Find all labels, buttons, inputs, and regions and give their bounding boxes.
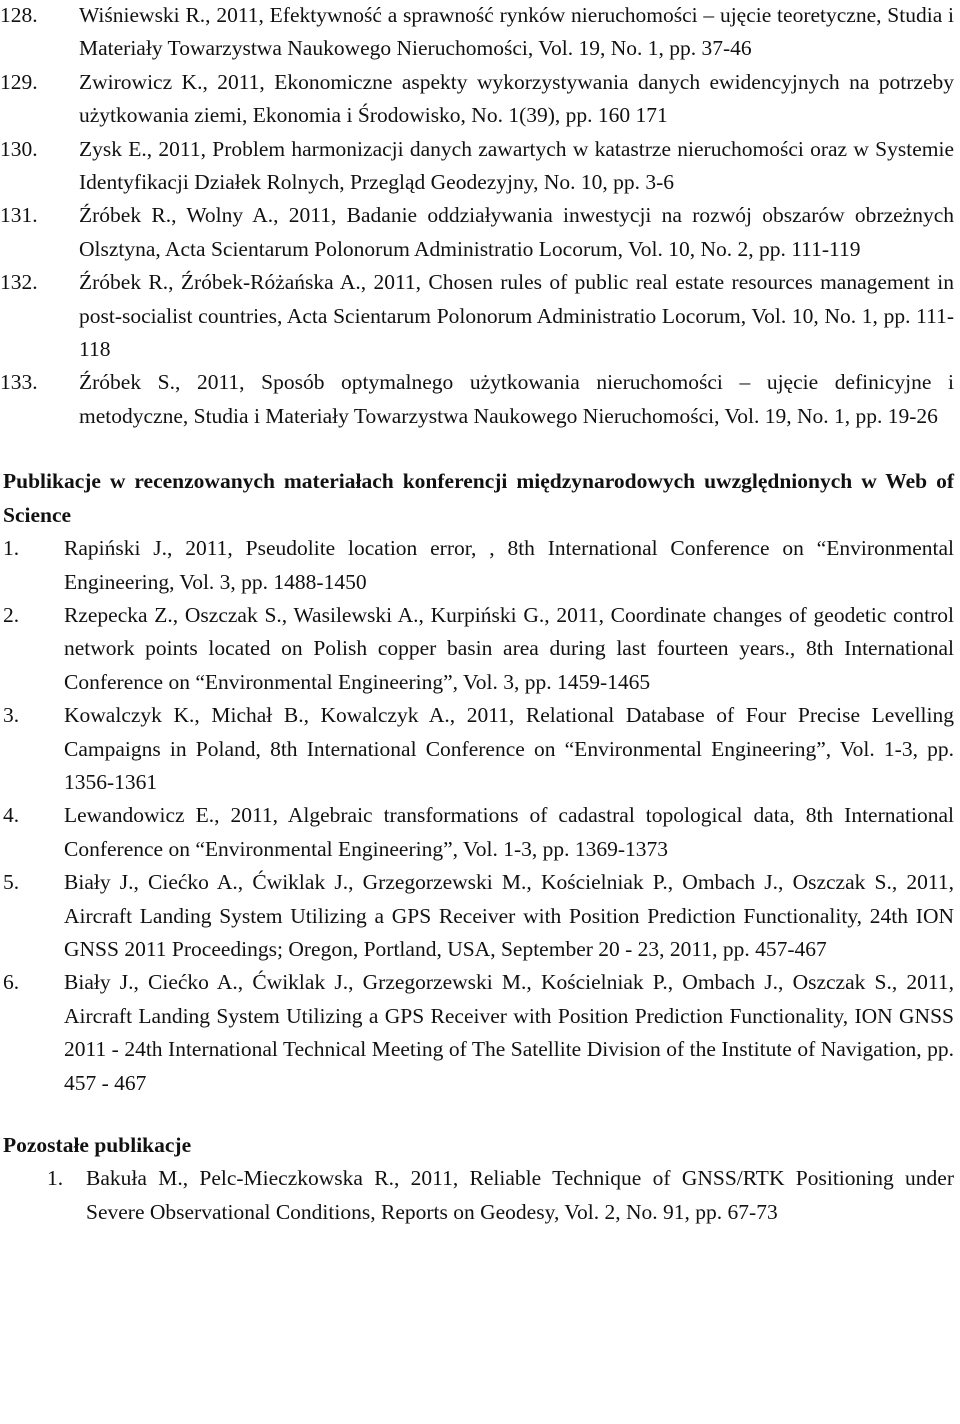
list-item (0, 66, 960, 133)
list-item (0, 133, 960, 200)
list-item (0, 0, 960, 66)
item-number: 1. (47, 1166, 64, 1191)
list-item (0, 199, 960, 266)
item-number: 3. (3, 703, 20, 728)
section-heading-wos: Publikacje w recenzowanych materiałach konferencji międzynarodowych uwzględnionych w Web of Science (3, 469, 954, 527)
section-spacer (0, 433, 960, 465)
other-publication-list (0, 1162, 960, 1229)
list-item (0, 799, 960, 866)
item-number: 130. (0, 136, 38, 161)
item-text: Źróbek R., Wolny A., 2011, Badanie oddziaływania inwestycji na rozwój obszarów obrzeżnych Olsztyna, Acta Scientarum Polonorum Administratio Locorum, Vol. 10, No. 2, pp. 111-119 (79, 203, 954, 261)
item-text: Źróbek S., 2011, Sposób optymalnego użytkowania nieruchomości – ujęcie definicyjne i metodyczne, Studia i Materiały Towarzystwa Naukowego Nieruchomości, Vol. 19, No. 1, pp. 19-26 (79, 370, 954, 428)
list-item (0, 532, 960, 599)
section-heading-other: Pozostałe publikacje (3, 1133, 192, 1157)
item-text: Wiśniewski R., 2011, Efektywność a sprawność rynków nieruchomości – ujęcie teoretyczne, Studia i Materiały Towarzystwa Naukowego Nieruchomości, Vol. 19, No. 1, pp. 37-46 (79, 3, 954, 61)
wos-publication-list (0, 532, 960, 1100)
item-text: Rzepecka Z., Oszczak S., Wasilewski A., Kurpiński G., 2011, Coordinate changes of geodetic control network points located on Polish copper basin area during last fourteen years., 8th International Conference on “Environmental Engineering”, Vol. 3, pp. 1459-1465 (64, 602, 954, 694)
item-number: 1. (3, 536, 20, 561)
section-spacer (0, 1100, 960, 1129)
item-number: 133. (0, 370, 38, 395)
list-item (0, 1162, 960, 1229)
item-number: 129. (0, 69, 38, 94)
item-text: Biały J., Ciećko A., Ćwiklak J., Grzegorzewski M., Kościelniak P., Ombach J., Oszczak S., 2011, Aircraft Landing System Utilizing a GPS Receiver with Position Prediction Functionality, 24th ION GNSS 2011 Proceedings; Oregon, Portland, USA, September 20 - 23, 2011, pp. 457-467 (64, 870, 954, 961)
item-text: Źróbek R., Źróbek-Różańska A., 2011, Chosen rules of public real estate resources management in post-socialist countries, Acta Scientarum Polonorum Administratio Locorum, Vol. 10, No. 1, pp. 111-118 (79, 270, 954, 362)
reference-list-continued (0, 0, 960, 433)
item-text: Kowalczyk K., Michał B., Kowalczyk A., 2011, Relational Database of Four Precise Levelling Campaigns in Poland, 8th International Conference on “Environmental Engineering”, Vol. 1-3, pp. 1356-1361 (64, 703, 954, 794)
list-item (0, 266, 960, 366)
item-text: Lewandowicz E., 2011, Algebraic transformations of cadastral topological data, 8th International Conference on “Environmental Engineering”, Vol. 1-3, pp. 1369-1373 (64, 803, 954, 861)
list-item (0, 366, 960, 433)
list-item (0, 599, 960, 699)
item-number: 131. (0, 203, 38, 228)
item-number: 4. (3, 803, 20, 828)
item-text: Zysk E., 2011, Problem harmonizacji danych zawartych w katastrze nieruchomości oraz w Systemie Identyfikacji Działek Rolnych, Przegląd Geodezyjny, No. 10, pp. 3-6 (79, 136, 954, 195)
list-item (0, 966, 960, 1100)
item-text: Rapiński J., 2011, Pseudolite location error, , 8th International Conference on “Environmental Engineering, Vol. 3, pp. 1488-1450 (64, 536, 954, 594)
item-number: 128. (0, 3, 38, 27)
item-number: 5. (3, 870, 20, 895)
item-number: 6. (3, 970, 20, 995)
item-number: 132. (0, 270, 38, 295)
list-item (0, 699, 960, 799)
item-text: Biały J., Ciećko A., Ćwiklak J., Grzegorzewski M., Kościelniak P., Ombach J., Oszczak S., 2011, Aircraft Landing System Utilizing a GPS Receiver with Position Prediction Functionality, ION GNSS 2011 - 24th International Technical Meeting of The Satellite Division of the Institute of Navigation, pp. 457 - 467 (64, 970, 954, 1095)
item-number: 2. (3, 602, 20, 627)
list-item (0, 866, 960, 966)
item-text: Zwirowicz K., 2011, Ekonomiczne aspekty wykorzystywania danych ewidencyjnych na potrzeby użytkowania ziemi, Ekonomia i Środowisko, No. 1(39), pp. 160 171 (79, 69, 954, 128)
item-text: Bakuła M., Pelc-Mieczkowska R., 2011, Reliable Technique of GNSS/RTK Positioning under Severe Observational Conditions, Reports on Geodesy, Vol. 2, No. 91, pp. 67-73 (86, 1166, 954, 1224)
